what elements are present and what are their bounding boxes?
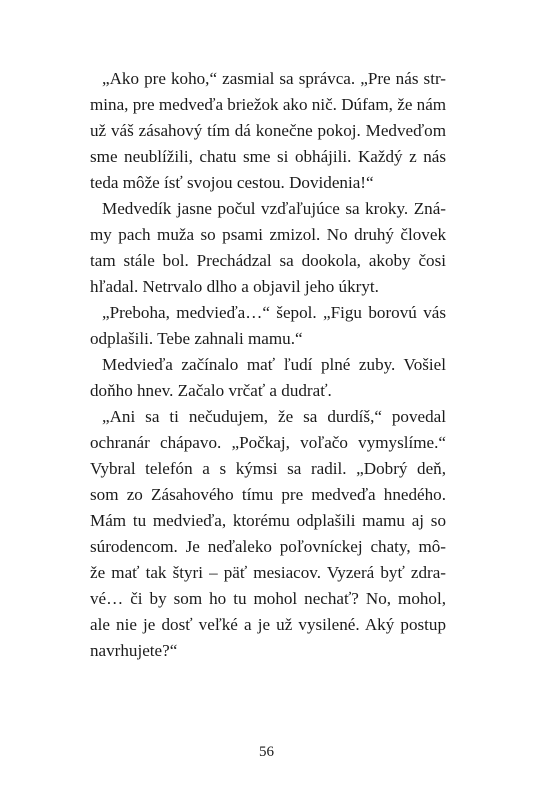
paragraph-5 [90,404,446,664]
body-text [90,66,446,664]
text-line: doňho hnev. Začalo vrčať a dudrať. [90,381,332,400]
text-line: vé… či by som ho tu mohol nechať? No, mohol, [90,589,446,608]
text-line: my pach muža so psami zmizol. No druhý človek [90,225,446,244]
paragraph-2 [90,196,446,300]
text-line: súrodencom. Je neďaleko poľovníckej chaty, mô- [90,537,446,556]
text-line: ale nie je dosť veľké a je už vysilené. Aký postup [90,615,446,634]
text-line: Medvedík jasne počul vzďaľujúce sa kroky. Zná- [102,199,446,218]
text-line: že mať tak štyri – päť mesiacov. Vyzerá byť zdra- [90,563,446,582]
text-line: tam stále bol. Prechádzal sa dookola, akoby čosi [90,251,446,270]
page-number: 56 [259,744,274,760]
text-line: navrhujete?“ [90,641,178,660]
text-line: Mám tu medvieďa, ktorému odplašili mamu aj so [90,511,446,530]
text-line: už váš zásahový tím dá konečne pokoj. Medveďom [90,121,446,140]
text-line: ochranár chápavo. „Počkaj, voľačo vymyslíme.“ [90,433,446,452]
paragraph-3 [90,300,446,352]
paragraph-1 [90,66,446,196]
text-line: Vybral telefón a s kýmsi sa radil. „Dobrý deň, [90,459,446,478]
text-line: teda môže ísť svojou cestou. Dovidenia!“ [90,173,374,192]
text-line: mina, pre medveďa briežok ako nič. Dúfam, že nám [90,95,447,114]
text-line: som zo Zásahového tímu pre medveďa hnedého. [90,485,446,504]
text-line: „Ako pre koho,“ zasmial sa správca. „Pre nás str- [102,69,446,88]
text-line: sme neublížili, chatu sme si obhájili. Každý z nás [90,147,446,166]
text-line: „Preboha, medvieďa…“ šepol. „Figu borovú vás [102,303,446,322]
paragraph-4 [90,352,446,404]
text-line: Medvieďa začínalo mať ľudí plné zuby. Vošiel [102,355,446,374]
text-line: odplašili. Tebe zahnali mamu.“ [90,329,303,348]
text-line: hľadal. Netrvalo dlho a objavil jeho úkryt. [90,277,379,296]
text-line: „Ani sa ti nečudujem, že sa durdíš,“ povedal [102,407,446,426]
